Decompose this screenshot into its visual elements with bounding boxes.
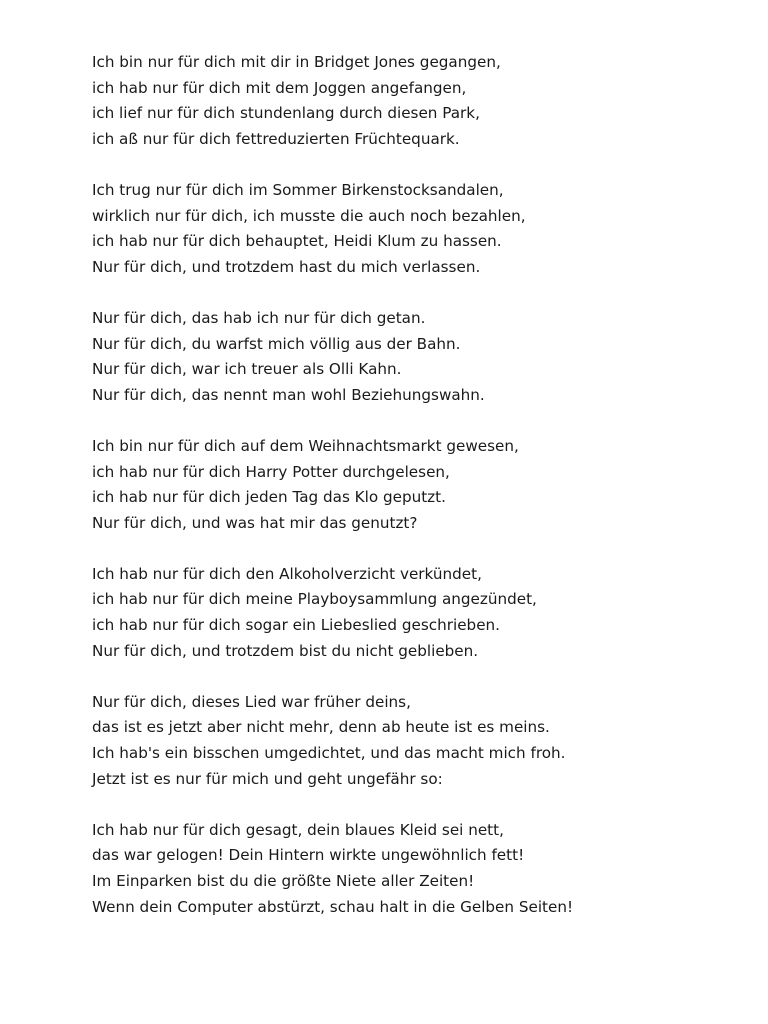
poem-line: Ich hab nur für dich den Alkoholverzicht verkündet,: [92, 564, 482, 583]
poem-line: Ich trug nur für dich im Sommer Birkenstocksandalen,: [92, 180, 504, 199]
poem-line: Ich hab nur für dich gesagt, dein blaues Kleid sei nett,: [92, 820, 504, 839]
poem-line: ich lief nur für dich stundenlang durch diesen Park,: [92, 104, 480, 123]
poem-line: das war gelogen! Dein Hintern wirkte ungewöhnlich fett!: [92, 846, 525, 865]
poem-line: Nur für dich, und was hat mir das genutzt?: [92, 513, 418, 532]
poem-line: Nur für dich, dieses Lied war früher deins,: [92, 692, 411, 711]
poem-line: ich aß nur für dich fettreduzierten Früchtequark.: [92, 129, 460, 148]
poem-line: Nur für dich, war ich treuer als Olli Kahn.: [92, 360, 402, 379]
poem-line: Nur für dich, und trotzdem bist du nicht geblieben.: [92, 641, 479, 660]
poem-line: wirklich nur für dich, ich musste die auch noch bezahlen,: [92, 206, 526, 225]
stanza-7: [92, 818, 732, 920]
poem-line: ich hab nur für dich meine Playboysammlung angezündet,: [92, 590, 537, 609]
poem-line: Nur für dich, das hab ich nur für dich getan.: [92, 308, 426, 327]
stanza-6: [92, 690, 732, 792]
poem-line: Ich bin nur für dich auf dem Weihnachtsmarkt gewesen,: [92, 436, 519, 455]
poem-line: Nur für dich, und trotzdem hast du mich verlassen.: [92, 257, 481, 276]
poem-line: ich hab nur für dich jeden Tag das Klo geputzt.: [92, 488, 446, 507]
poem-line: Nur für dich, das nennt man wohl Beziehungswahn.: [92, 385, 485, 404]
poem-line: Nur für dich, du warfst mich völlig aus der Bahn.: [92, 334, 461, 353]
poem-line: ich hab nur für dich mit dem Joggen angefangen,: [92, 78, 467, 97]
poem-line: Ich hab's ein bisschen umgedichtet, und das macht mich froh.: [92, 744, 566, 763]
stanza-1: [92, 50, 732, 152]
poem-line: ich hab nur für dich Harry Potter durchgelesen,: [92, 462, 450, 481]
poem-line: ich hab nur für dich behauptet, Heidi Klum zu hassen.: [92, 232, 502, 251]
poem-line: Jetzt ist es nur für mich und geht ungefähr so:: [92, 769, 443, 788]
stanza-5: [92, 562, 732, 664]
stanza-4: [92, 434, 732, 536]
poem-line: ich hab nur für dich sogar ein Liebeslied geschrieben.: [92, 616, 500, 635]
poem-line: Wenn dein Computer abstürzt, schau halt in die Gelben Seiten!: [92, 897, 574, 916]
poem-line: Ich bin nur für dich mit dir in Bridget Jones gegangen,: [92, 53, 501, 71]
stanza-3: [92, 306, 732, 408]
document-page: [92, 50, 732, 946]
poem-line: Im Einparken bist du die größte Niete aller Zeiten!: [92, 872, 475, 890]
stanza-2: [92, 178, 732, 280]
poem-line: das ist es jetzt aber nicht mehr, denn ab heute ist es meins.: [92, 718, 550, 737]
